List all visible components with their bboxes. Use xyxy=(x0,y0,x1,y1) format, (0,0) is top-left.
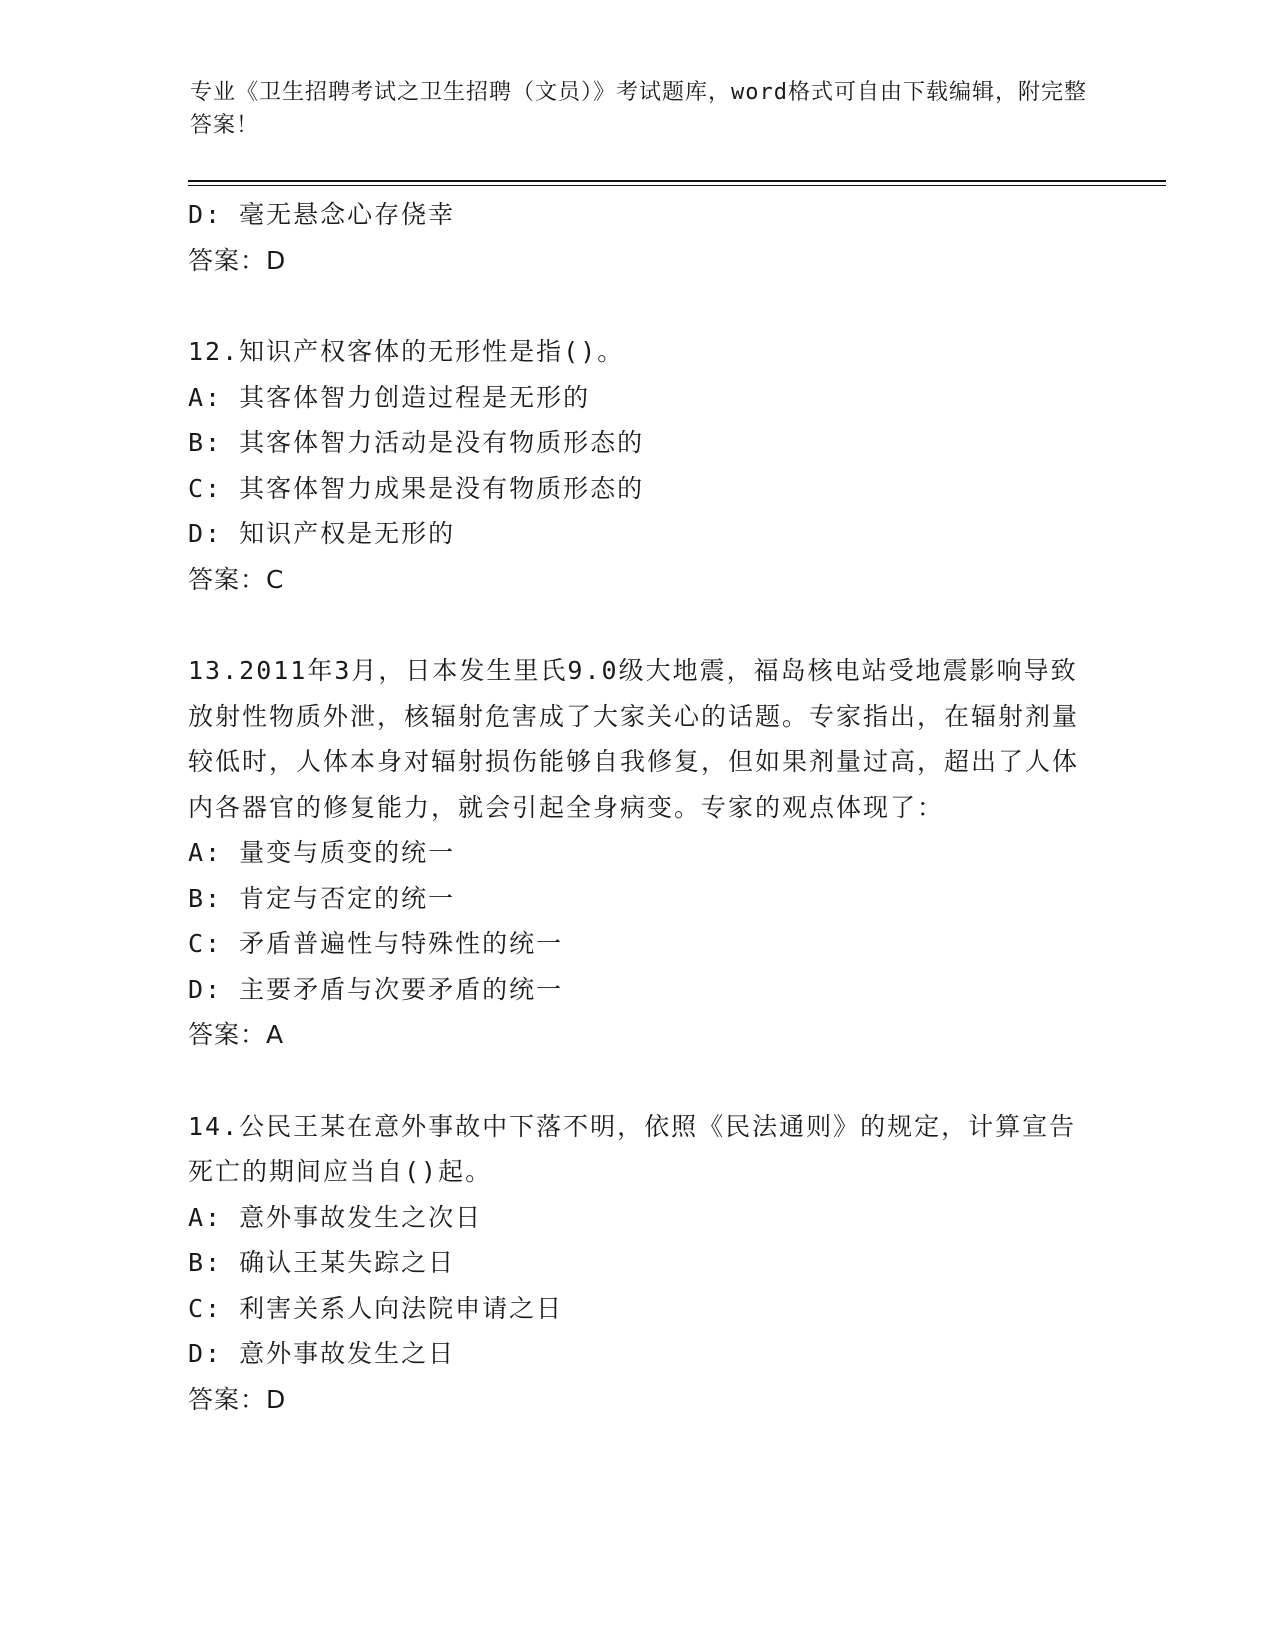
option-a: A: 量变与质变的统一 xyxy=(188,838,456,867)
option-b: B: 确认王某失踪之日 xyxy=(188,1248,456,1277)
option-c: C: 矛盾普遍性与特殊性的统一 xyxy=(188,929,564,958)
option-d: D: 毫无悬念心存侥幸 xyxy=(188,200,456,229)
answer-line: 答案：D xyxy=(188,245,287,275)
option-a: A: 意外事故发生之次日 xyxy=(188,1202,483,1232)
spacer xyxy=(188,1058,1108,1104)
question-stem: 12.知识产权客体的无形性是指()。 xyxy=(188,337,625,366)
answer-line: 答案：C xyxy=(188,564,285,594)
question-14 xyxy=(188,1104,1108,1423)
question-12 xyxy=(188,329,1108,602)
header-divider-thin xyxy=(188,185,1166,186)
question-fragment xyxy=(188,192,1108,283)
header-divider-thick xyxy=(188,180,1166,182)
option-d: D: 主要矛盾与次要矛盾的统一 xyxy=(188,974,564,1004)
answer-line: 答案：D xyxy=(188,1384,287,1414)
option-d: D: 意外事故发生之日 xyxy=(188,1339,456,1368)
option-a: A: 其客体智力创造过程是无形的 xyxy=(188,382,591,412)
question-stem: 14.公民王某在意外事故中下落不明，依照《民法通则》的规定，计算宣告死亡的期间应当自()起。 xyxy=(188,1111,1077,1186)
question-13 xyxy=(188,648,1108,1058)
spacer xyxy=(188,283,1108,329)
option-b: B: 其客体智力活动是没有物质形态的 xyxy=(188,428,645,457)
option-d: D: 知识产权是无形的 xyxy=(188,519,456,548)
option-c: C: 利害关系人向法院申请之日 xyxy=(188,1293,564,1323)
option-b: B: 肯定与否定的统一 xyxy=(188,883,456,913)
option-c: C: 其客体智力成果是没有物质形态的 xyxy=(188,473,645,503)
question-list xyxy=(188,192,1108,1422)
answer-line: 答案：A xyxy=(188,1020,285,1049)
question-stem: 13.2011年3月，日本发生里氏9.0级大地震，福岛核电站受地震影响导致放射性物质外泄，核辐射危害成了大家关心的话题。专家指出，在辐射剂量较低时，人体本身对辐射损伤能够自我修复，但如果剂量过高，超出了人体内各器官的修复能力，就会引起全身病变。专家的观点体现了： xyxy=(188,656,1080,822)
spacer xyxy=(188,602,1108,648)
page-header: 专业《卫生招聘考试之卫生招聘（文员）》考试题库，word格式可自由下载编辑，附完整答案！ xyxy=(190,80,1087,138)
